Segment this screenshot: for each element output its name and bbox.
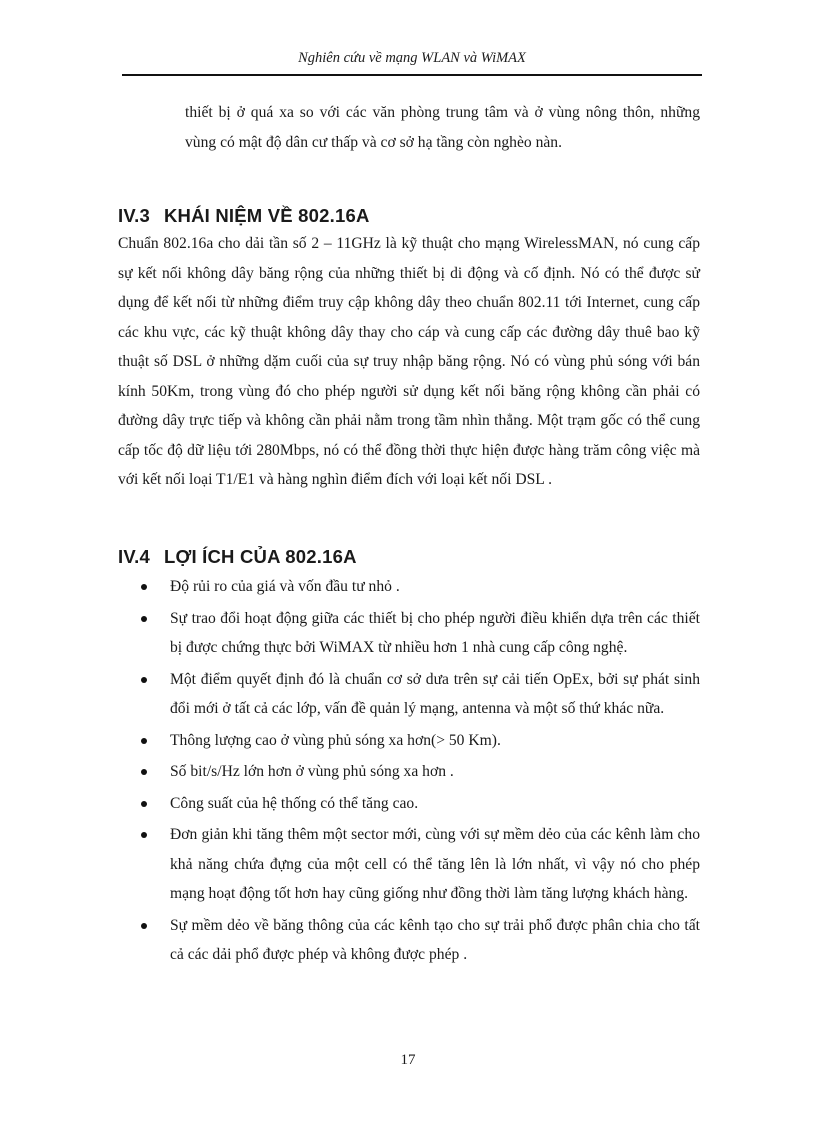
section-iv4-heading xyxy=(118,546,357,568)
bullet-icon xyxy=(141,738,147,744)
list-item xyxy=(138,820,700,909)
section-iv3-paragraph: Chuẩn 802.16a cho dải tần số 2 – 11GHz là kỹ thuật cho mạng WirelessMAN, nó cung cấp sự kết nối không dây băng rộng của những thiết bị di động và cố định. Nó có thể được sử dụng để kết nối từ những điểm truy cập không dây theo chuẩn 802.11 tới Internet, cung cấp các khu vực, các kỹ thuật không dây thay cho cáp và cung cấp các đường dây thuê bao kỹ thuật số DSL ở những dặm cuối của sự truy nhập băng rộng. Nó có vùng phủ sóng với bán kính 50Km, trong vùng đó cho phép người sử dụng kết nối băng rộng không cần phải có đường dây trực tiếp và không cần phải nằm trong tầm nhìn thẳng. Một trạm gốc có thể cung cấp tốc độ dữ liệu tới 280Mbps, nó có thể đồng thời thực hiện được hàng trăm công việc mà với kết nối loại T1/E1 và hàng nghìn điểm đích với loại kết nối DSL . xyxy=(118,235,700,488)
list-item-text: Sự trao đổi hoạt động giữa các thiết bị cho phép người điều khiển dựa trên các thiết bị được chứng thực bởi WiMAX từ nhiều hơn 1 nhà cung cấp công nghệ. xyxy=(170,609,700,656)
list-item xyxy=(138,665,700,724)
list-item-text: Thông lượng cao ở vùng phủ sóng xa hơn(> 50 Km). xyxy=(170,731,501,749)
section-iv4-title: LỢI ÍCH CỦA 802.16A xyxy=(164,546,357,567)
bullet-icon xyxy=(141,832,147,838)
list-item-text: Công suất của hệ thống có thể tăng cao. xyxy=(170,794,419,812)
list-item xyxy=(138,789,700,819)
benefits-list xyxy=(138,572,700,972)
intro-paragraph: thiết bị ở quá xa so với các văn phòng trung tâm và ở vùng nông thôn, những vùng có mật độ dân cư thấp và cơ sở hạ tầng còn nghèo nàn. xyxy=(185,104,700,151)
list-item-text: Sự mềm dẻo về băng thông của các kênh tạo cho sự trải phổ được phân chia cho tất cả các dải phổ được phép và không được phép . xyxy=(170,916,700,963)
list-item xyxy=(138,572,700,602)
bullet-icon xyxy=(141,923,147,929)
list-item xyxy=(138,757,700,787)
list-item-text: Đơn giản khi tăng thêm một sector mới, cùng với sự mềm dẻo của các kênh làm cho khả năng chứa đựng của một cell có thể tăng lên là lớn nhất, vì vậy nó cho phép mạng hoạt động tốt hơn hay cũng giống như đồng thời làm tăng lượng khách hàng. xyxy=(170,826,700,902)
list-item xyxy=(138,604,700,663)
header-rule xyxy=(122,74,702,76)
list-item-text: Số bit/s/Hz lớn hơn ở vùng phủ sóng xa hơn . xyxy=(170,763,454,780)
list-item xyxy=(138,911,700,970)
bullet-icon xyxy=(141,801,147,807)
bullet-icon xyxy=(141,616,147,622)
bullet-icon xyxy=(141,584,147,590)
section-iv3-title: KHÁI NIỆM VỀ 802.16A xyxy=(164,205,370,226)
list-item-text: Độ rủi ro của giá và vốn đầu tư nhỏ . xyxy=(170,578,400,595)
section-iv3-number: IV.3 xyxy=(118,205,151,226)
list-item xyxy=(138,726,700,756)
bullet-icon xyxy=(141,677,147,683)
list-item-text: Một điểm quyết định đó là chuẩn cơ sở dưa trên sự cải tiến OpEx, bởi sự phát sinh đổi mới ở tất cả các lớp, vấn đề quản lý mạng, antenna và một số thứ khác nữa. xyxy=(170,670,700,717)
section-iv4-number: IV.4 xyxy=(118,546,151,567)
running-header: Nghiên cứu về mạng WLAN và WiMAX xyxy=(298,50,526,66)
page-number: 17 xyxy=(400,1052,416,1068)
bullet-icon xyxy=(141,769,147,775)
section-iv3-heading xyxy=(118,205,370,227)
